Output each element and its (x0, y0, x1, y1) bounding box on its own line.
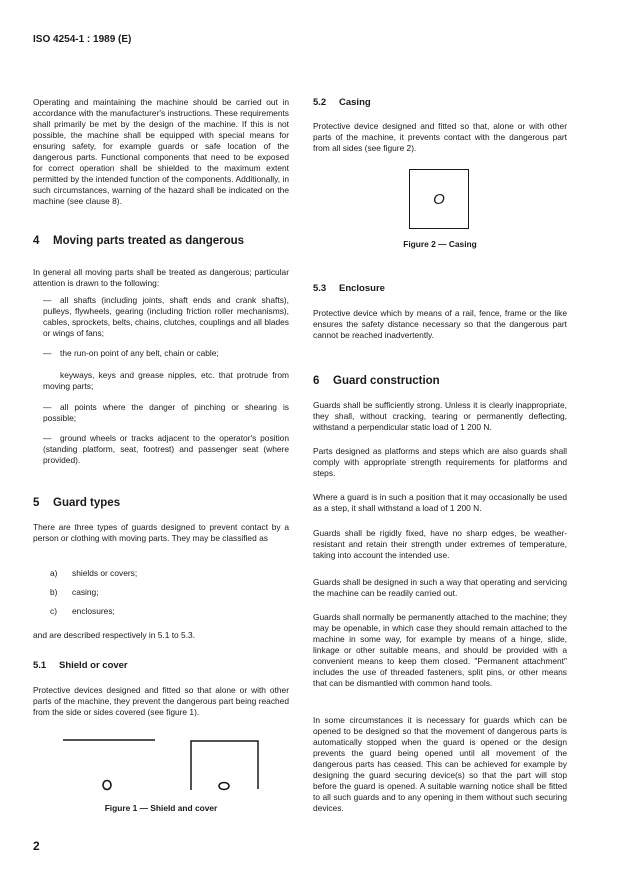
section-title: Shield or cover (59, 660, 128, 671)
list-item (50, 568, 137, 579)
section-title: Enclosure (339, 283, 385, 294)
section-5-2-paragraph: Protective device designed and fitted so that, alone or with other parts of the machine, it prevents contact with the dangerous part from all sides (see figure 2). (313, 121, 567, 153)
section-number: 6 (313, 375, 320, 387)
list-item (43, 348, 289, 359)
section-6-heading (313, 374, 567, 388)
dash-marker: — (43, 295, 52, 305)
list-marker: a) (50, 568, 58, 578)
dash-marker: — (43, 402, 52, 412)
section-5-1-paragraph: Protective devices designed and fitted so that alone or with other parts of the machine, they prevent the dangerous part being reached from the side or sides covered (see figure 1). (33, 685, 289, 717)
list-item (43, 370, 289, 392)
list-item (50, 587, 99, 598)
section-5-2-heading (313, 97, 567, 109)
part-symbol: O (433, 190, 445, 208)
section-number: 5.1 (33, 660, 47, 671)
section-number: 4 (33, 235, 40, 247)
section-number: 5.3 (313, 283, 327, 294)
list-item (43, 433, 289, 466)
list-item-text: keyways, keys and grease nipples, etc. that protrude from moving parts; (43, 370, 289, 391)
figure-1-shield-and-cover (33, 730, 289, 800)
list-item (43, 295, 289, 339)
intro-paragraph: Operating and maintaining the machine should be carried out in accordance with the manufacturer's instructions. These requirements shall primarily be met by the design of the machine. If this is not possible, the machine shall be equipped with special means for ensuring safety, for example guards or safe location of the dangerous parts. Functional components that need to be exposed for correct operation shall be shielded to the maximum extent permitted by the intended function of the components. Additionally, in such circumstances, warning of the hazard shall be indicated on the machine (see clause 8). (33, 97, 289, 206)
section-number: 5.2 (313, 97, 327, 108)
section-6-paragraph: Guards shall be designed in such a way that operating and servicing the machine can be readily carried out. (313, 577, 567, 598)
page-number: 2 (33, 839, 40, 853)
dash-marker: — (43, 433, 52, 443)
section-6-paragraph: Guards shall normally be permanently attached to the machine; they may be openable, in which case they should remain attached to the machine in some way, for example by means of a hinge, slide, linkage or other suitable means, and should be provided with a convenient means to keep them closed. "Permanent attachment" includes the use of threaded fasteners, split pins, or other means that can be dismantled with common hand tools. (313, 612, 567, 688)
list-item-text: casing; (72, 587, 99, 597)
section-4-paragraph: In general all moving parts shall be treated as dangerous; particular attention is drawn to the following: (33, 267, 289, 288)
list-item-text: ground wheels or tracks adjacent to the operator's position (standing platform, seat, footrest) and passenger seat (where provided). (43, 433, 289, 465)
section-title: Moving parts treated as dangerous (53, 235, 245, 247)
list-item-text: all points where the danger of pinching or shearing is possible; (43, 402, 289, 423)
section-5-paragraph: There are three types of guards designed to prevent contact by a person or clothing with moving parts. They may be classified as (33, 522, 289, 543)
section-5-1-heading (33, 660, 289, 672)
list-item-text: enclosures; (72, 606, 115, 616)
section-6-paragraph: Parts designed as platforms and steps which are also guards shall comply with appropriate strength requirements for platforms and steps. (313, 446, 567, 478)
list-marker: b) (50, 587, 58, 597)
figure-2-caption: Figure 2 — Casing (403, 239, 477, 249)
section-6-paragraph: In some circumstances it is necessary for guards which can be opened to be designed so that the movement of dangerous parts is automatically stopped when the guard is opened or the design prevents the guard being opened until all movement of the dangerous parts has ceased. This can be achieved for example by designing the guard securing device(s) so that the part will stop before the guard is opened. A suitable warning notice shall be fitted to all such guards and to any opening in them without such securing devices. (313, 715, 567, 813)
document-header: ISO 4254-1 : 1989 (E) (33, 34, 132, 45)
figure-1-caption: Figure 1 — Shield and cover (104, 803, 218, 813)
section-title: Guard types (53, 497, 121, 509)
section-6-paragraph: Where a guard is in such a position that it may occasionally be used as a step, it shall withstand a load of 1 200 N. (313, 492, 567, 513)
section-6-paragraph: Guards shall be rigidly fixed, have no sharp edges, be weather-resistant and retain their strength under extremes of temperature, taking into account the intended use. (313, 528, 567, 560)
section-5-heading (33, 496, 289, 510)
section-5-3-paragraph: Protective device which by means of a rail, fence, frame or the like ensures the safety distance necessary so that the dangerous part cannot be reached inadvertently. (313, 308, 567, 340)
list-marker: c) (50, 606, 57, 616)
list-item (43, 402, 289, 424)
section-5-closing: and are described respectively in 5.1 to 5.3. (33, 630, 196, 640)
section-6-paragraph: Guards shall be sufficiently strong. Unless it is clearly inappropriate, they shall, without cracking, tearing or permanently deflecting, withstand a perpendicular static load of 1 200 N. (313, 400, 567, 432)
list-item-text: shields or covers; (72, 568, 138, 578)
section-title: Guard construction (333, 375, 440, 387)
part-circle (103, 781, 111, 790)
dash-marker: — (43, 348, 52, 358)
list-item-text: all shafts (including joints, shaft ends and crank shafts), pulleys, flywheels, gearing (including friction roller mechanisms), cables, sprockets, belts, chains, clutches, couplings and all blades or wings of fans; (43, 295, 289, 338)
list-item (50, 606, 115, 617)
section-number: 5 (33, 497, 40, 509)
part-circle (219, 783, 229, 790)
section-title: Casing (339, 97, 371, 108)
figure-2-casing (409, 169, 469, 229)
section-5-3-heading (313, 283, 567, 295)
section-4-heading (33, 234, 289, 248)
list-item-text: the run-on point of any belt, chain or cable; (60, 348, 219, 358)
